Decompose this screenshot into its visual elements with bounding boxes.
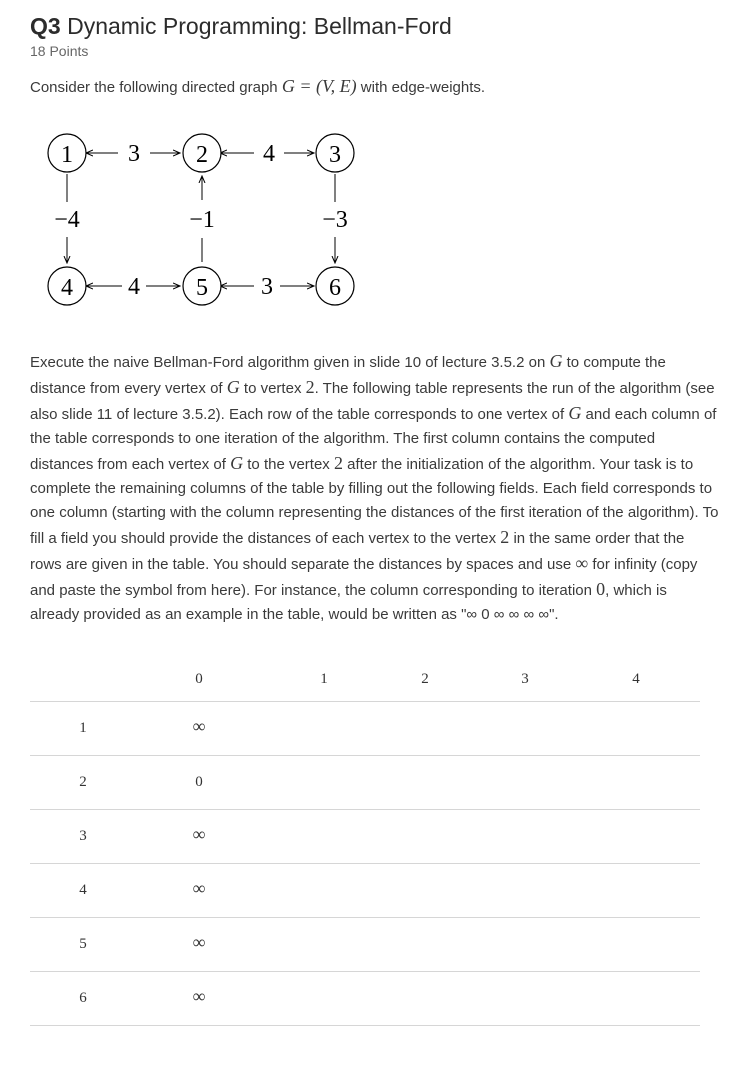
column-header-0: 0 — [195, 671, 203, 687]
para-text-11: ". — [549, 606, 559, 623]
intro-text-after: with edge-weights. — [356, 79, 486, 96]
edge-5-2 — [189, 176, 215, 262]
para-text-7: after the initialization of the algorithm. Your task is to complete the remaining columns of the table by filling out the following fields. Each field corresponds to one column (starting with the column representing the distances of the first iteration of the algorithm). To fill a field you should provide the distances of each vertex to the vertex — [30, 456, 719, 547]
cell-iteration-0: ∞ — [192, 932, 206, 952]
intro-math: G = (V, E) — [281, 76, 357, 96]
para-text-8: in the same order that the rows are given in the table. You should separate the distances by spaces and use — [30, 530, 685, 573]
intro-text-before: Consider the following directed graph — [30, 79, 282, 96]
node-label-1: 1 — [61, 142, 73, 168]
edge-2-3 — [220, 141, 314, 167]
node-4 — [48, 267, 86, 305]
row-vertex-label: 6 — [79, 990, 87, 1006]
node-5 — [183, 267, 221, 305]
table-row — [30, 972, 700, 1026]
column-header-3: 3 — [521, 671, 529, 687]
cell-iteration-0: ∞ — [192, 824, 206, 844]
edge-label-4-5: 4 — [128, 274, 140, 300]
para-text-3: to vertex — [239, 380, 306, 397]
node-label-3: 3 — [329, 142, 341, 168]
math-G: G — [226, 377, 240, 397]
para-text-2: to compute the distance from every vertex of — [30, 354, 666, 397]
math-G: G — [568, 403, 582, 423]
column-header-4: 4 — [632, 671, 640, 687]
instructions-paragraph — [30, 349, 720, 627]
intro-text — [30, 74, 720, 100]
cell-iteration-0: ∞ — [192, 878, 206, 898]
question-header — [30, 10, 452, 60]
table-row — [30, 864, 700, 918]
node-3 — [316, 134, 354, 172]
para-text-9: for infinity (copy and paste the symbol from here). For instance, the column corresponding to iteration — [30, 556, 698, 599]
row-vertex-label: 2 — [79, 774, 87, 790]
cell-iteration-0: ∞ — [192, 986, 206, 1006]
row-vertex-label: 3 — [79, 828, 87, 844]
table-row — [30, 756, 700, 810]
table-header — [30, 660, 700, 702]
para-text-10: , which is already provided as an example in the table, would be written as " — [30, 582, 667, 623]
node-label-2: 2 — [196, 142, 208, 168]
table-row — [30, 702, 700, 756]
bellman-ford-table — [30, 660, 700, 1026]
math-vertex-2: 2 — [500, 527, 510, 547]
node-2 — [183, 134, 221, 172]
question-title-text: Dynamic Programming: Bellman-Ford — [67, 13, 452, 39]
math-iteration-0: 0 — [596, 579, 606, 599]
node-1 — [48, 134, 86, 172]
row-vertex-label: 5 — [79, 936, 87, 952]
edge-label-2-3: 4 — [263, 141, 275, 167]
edge-label-3-6: −3 — [322, 207, 348, 233]
edge-label-1-2: 3 — [128, 141, 140, 167]
row-vertex-label: 1 — [79, 720, 87, 736]
edge-3-6 — [322, 174, 348, 263]
question-title — [30, 10, 452, 42]
math-vertex-2: 2 — [305, 377, 315, 397]
para-text-5: and each column of the table corresponds to one iteration of the algorithm. The first column contains the computed distances from each vertex of — [30, 406, 717, 473]
math-vertex-2: 2 — [333, 453, 343, 473]
example-column: ∞ 0 ∞ ∞ ∞ ∞ — [466, 606, 550, 623]
node-label-4: 4 — [61, 275, 73, 301]
infinity-symbol: ∞ — [575, 553, 589, 573]
column-header-2: 2 — [421, 671, 429, 687]
node-label-6: 6 — [329, 275, 341, 301]
row-vertex-label: 4 — [79, 882, 87, 898]
graph-figure — [30, 122, 370, 318]
edge-4-5 — [86, 274, 180, 300]
cell-iteration-0: 0 — [195, 774, 203, 790]
edge-1-2 — [86, 141, 180, 167]
edge-1-4 — [54, 174, 80, 263]
table-row — [30, 810, 700, 864]
node-6 — [316, 267, 354, 305]
cell-iteration-0: ∞ — [192, 716, 206, 736]
table-row — [30, 918, 700, 972]
para-text-4: . The following table represents the run of the algorithm (see also slide 11 of lecture 3.5.2). Each row of the table corresponds to one vertex of — [30, 380, 715, 423]
question-points: 18 Points — [30, 43, 89, 59]
edge-label-1-4: −4 — [54, 207, 80, 233]
edge-label-5-2: −1 — [189, 207, 215, 233]
edge-5-6 — [220, 274, 314, 300]
edge-label-5-6: 3 — [261, 274, 273, 300]
para-text-1: Execute the naive Bellman-Ford algorithm given in slide 10 of lecture 3.5.2 on — [30, 354, 550, 371]
column-header-1: 1 — [320, 671, 328, 687]
para-text-6: to the vertex — [243, 456, 334, 473]
math-G: G — [230, 453, 244, 473]
node-label-5: 5 — [196, 275, 208, 301]
question-label: Q3 — [30, 13, 61, 39]
math-G: G — [549, 351, 563, 371]
